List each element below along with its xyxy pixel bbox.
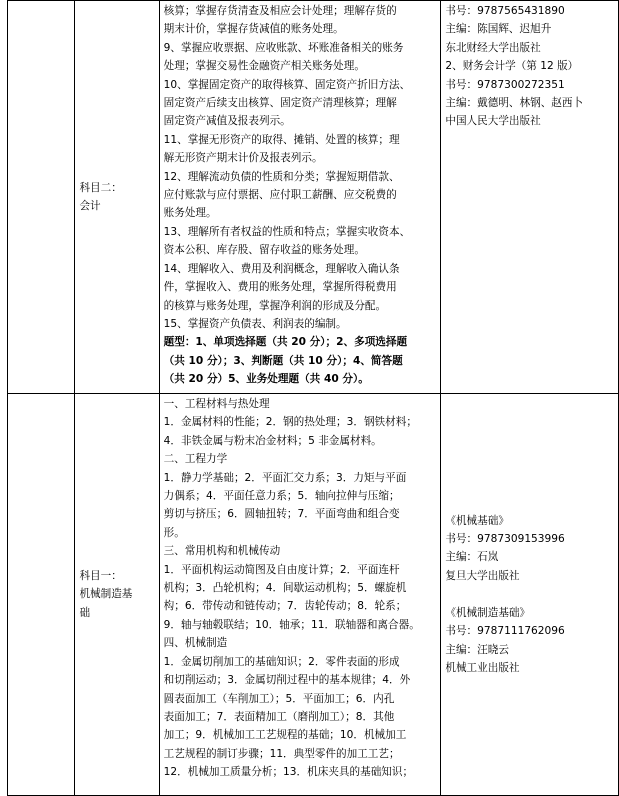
- book-line: 书号：9787309153996: [445, 533, 565, 546]
- content-line: 加工；9．机械加工工艺规程的基础；10．机械加工: [163, 729, 407, 742]
- content-line: 应付账款与应付票据、应付职工薪酬、应交税费的: [163, 189, 397, 202]
- content-line: 12、理解流动负债的性质和分类；掌握短期借款、: [163, 170, 400, 183]
- content-line: 剪切与挤压；6．圆轴扭转；7．平面弯曲和组合变: [163, 508, 400, 521]
- content-line: 工艺规程的制订步骤；11．典型零件的加工工艺；: [163, 747, 400, 760]
- content-line: 件，掌握收入、费用的账务处理，掌握所得税费用: [163, 281, 397, 294]
- content-line: 三、常用机构和机械传动: [163, 545, 281, 558]
- content-line: 一、工程材料与热处理: [163, 398, 270, 410]
- content-line: 9、掌握应收票据、应收账款、坏账准备相关的账务: [163, 41, 404, 54]
- content-line: 14、理解收入、费用及利润概念，理解收入确认条: [163, 262, 400, 275]
- subject-line: 机械制造基: [79, 588, 133, 601]
- book-line: 书号：9787300272351: [445, 78, 565, 91]
- content-line: 二、工程力学: [163, 453, 228, 466]
- subject-line: 会计: [79, 200, 101, 212]
- subject-line: 础: [79, 606, 91, 619]
- content-cell: [159, 394, 441, 796]
- subject-cell: [75, 1, 159, 394]
- content-line: 机构；3．凸轮机构；4．间歇运动机构；5．螺旋机: [163, 582, 407, 595]
- blank-cell: [8, 1, 75, 394]
- content-line: 资本公积、库存股、留存收益的账务处理。: [163, 244, 365, 257]
- question-type-line: （共 10 分）；3、判断题（共 10 分）；4、简答题: [163, 354, 403, 367]
- book-line: 主编：戴德明、林钢、赵西卜: [445, 97, 584, 110]
- textbook-cell: [441, 394, 619, 796]
- book-spacer: [445, 585, 618, 603]
- content-line: 1．平面机构运动简图及自由度计算；2．平面连杆: [163, 563, 400, 576]
- content-line: 构；6．带传动和链传动；7．齿轮传动；8．轮系；: [163, 600, 407, 613]
- subject-line: 科目一：: [79, 569, 122, 582]
- question-type-line: （共 20 分）5、业务处理题（共 40 分）。: [163, 373, 369, 386]
- content-line: 12．机械加工质量分析；13．机床夹具的基础知识；: [163, 766, 414, 779]
- content-line: 4．非铁金属与粉末冶金材料；5 非金属材料。: [163, 434, 382, 447]
- content-line: 处理；掌握交易性金融资产相关账务处理。: [163, 60, 365, 73]
- content-line: 固定资产后续支出核算、固定资产清理核算；理解: [163, 97, 397, 110]
- content-line: 15、掌握资产负债表、利润表的编制。: [163, 317, 347, 330]
- content-line: 表面加工；7．表面精加工（磨削加工）；8．其他: [163, 710, 395, 723]
- content-line: 的核算与账务处理，掌握净利润的形成及分配。: [163, 299, 387, 312]
- content-line: 期末计价，掌握存货减值的账务处理。: [163, 23, 344, 36]
- book-line: 中国人民大学出版社: [445, 115, 541, 128]
- book-title: 《机械制造基础》: [445, 606, 531, 619]
- book-line: 复旦大学出版社: [445, 569, 520, 582]
- subject-cell: [75, 394, 159, 796]
- book-line: 主编：汪晓云: [445, 643, 509, 656]
- content-line: 力偶系；4．平面任意力系；5．轴向拉伸与压缩；: [163, 490, 400, 503]
- subject-line: 科目二：: [79, 181, 122, 194]
- content-cell: [159, 1, 441, 394]
- book-line: 书号：9787565431890: [445, 5, 565, 17]
- content-line: 圆表面加工（车削加工）；5．平面加工；6．内孔: [163, 692, 395, 705]
- content-line: 和切削运动；3．金属切削过程中的基本规律；4．外: [163, 674, 411, 687]
- book-line: 书号：9787111762096: [445, 625, 565, 638]
- content-line: 固定资产减值及报表列示。: [163, 115, 291, 128]
- content-line: 1．金属切削加工的基础知识；2．零件表面的形成: [163, 655, 400, 668]
- content-line: 形。: [163, 526, 185, 539]
- content-line: 四、机械制造: [163, 637, 228, 650]
- content-line: 10、掌握固定资产的取得核算、固定资产折旧方法、: [163, 78, 411, 91]
- content-line: 核算；掌握存货清查及相应会计处理；理解存货的: [163, 5, 397, 17]
- question-type-line: 题型：1、单项选择题（共 20 分）；2、多项选择题: [163, 336, 408, 349]
- content-line: 9．轴与轴毂联结；10．轴承；11．联轴器和离合器。: [163, 618, 420, 631]
- content-line: 11、掌握无形资产的取得、摊销、处置的核算；理: [163, 133, 400, 146]
- curriculum-table: [7, 0, 619, 796]
- content-line: 1．金属材料的性能；2．钢的热处理；3．钢铁材料；: [163, 416, 417, 429]
- book-title: 《机械基础》: [445, 514, 509, 527]
- textbook-cell: [441, 1, 619, 394]
- book-line: 东北财经大学出版社: [445, 41, 541, 54]
- content-line: 解无形资产期末计价及报表列示。: [163, 152, 323, 165]
- content-line: 账务处理。: [163, 207, 217, 220]
- book-line: 2、财务会计学（第 12 版）: [445, 60, 579, 73]
- table-row-mechanical: [8, 394, 619, 796]
- book-line: 机械工业出版社: [445, 661, 520, 674]
- blank-cell: [8, 394, 75, 796]
- book-line: 主编：石岚: [445, 551, 499, 564]
- content-line: 1．静力学基础；2．平面汇交力系；3．力矩与平面: [163, 471, 407, 484]
- book-line: 主编：陈国辉、迟旭升: [445, 23, 552, 36]
- content-line: 13、理解所有者权益的性质和特点；掌握实收资本、: [163, 225, 411, 238]
- table-row-accounting: [8, 1, 619, 394]
